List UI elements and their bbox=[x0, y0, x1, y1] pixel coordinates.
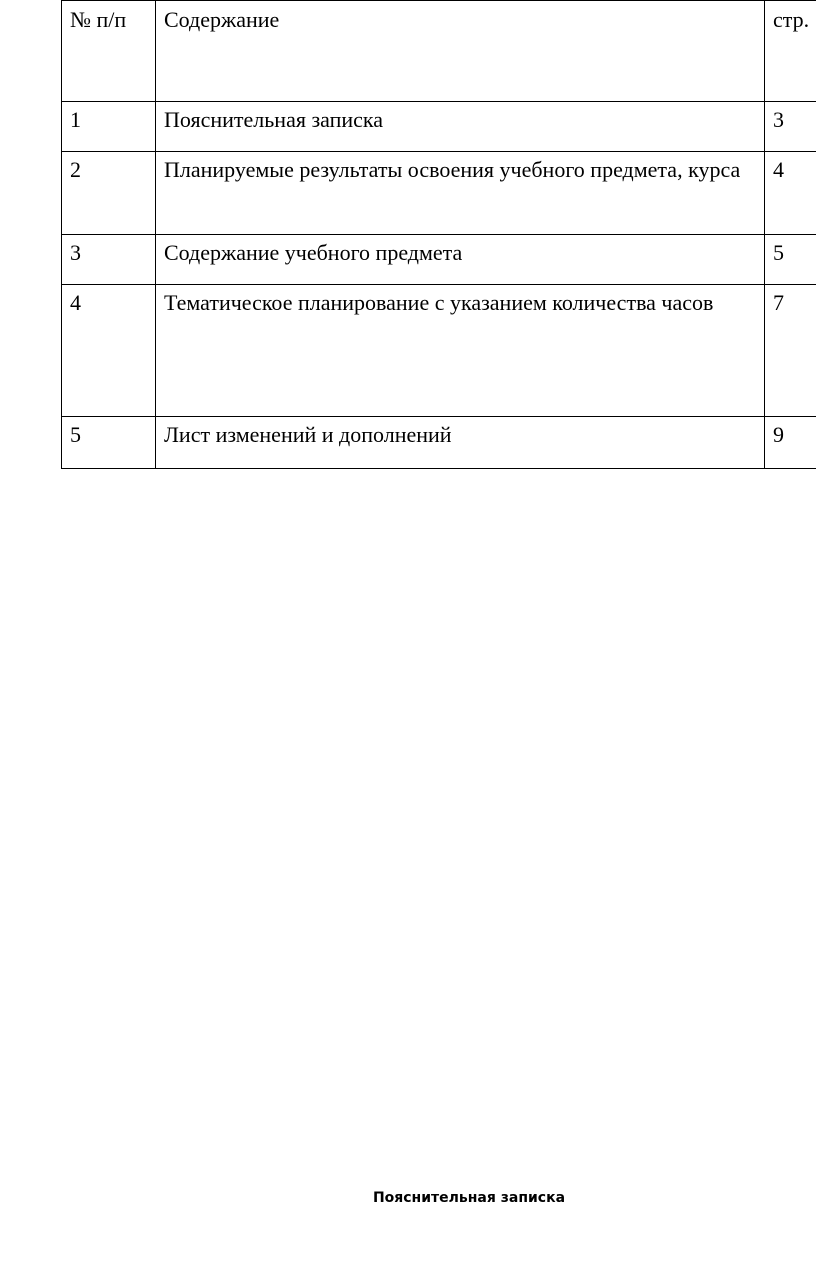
toc-row-number: 5 bbox=[62, 417, 156, 469]
toc-row-page: 3 bbox=[765, 102, 816, 152]
toc-row bbox=[62, 152, 816, 235]
toc-row-number: 4 bbox=[62, 285, 156, 417]
section-heading: Пояснительная записка bbox=[372, 1190, 566, 1206]
toc-row-page: 5 bbox=[765, 235, 816, 285]
toc-row-content: Тематическое планирование с указанием количества часов bbox=[156, 285, 765, 417]
toc-row-content: Лист изменений и дополнений bbox=[156, 417, 765, 469]
toc-row-content: Планируемые результаты освоения учебного предмета, курса bbox=[156, 152, 765, 235]
toc-header-page: стр. bbox=[765, 1, 816, 102]
toc-row-number: 2 bbox=[62, 152, 156, 235]
toc-row-content: Пояснительная записка bbox=[156, 102, 765, 152]
table-of-contents bbox=[61, 0, 816, 469]
toc-header-content: Содержание bbox=[156, 1, 765, 102]
toc-header-row bbox=[62, 1, 816, 102]
toc-row-number: 3 bbox=[62, 235, 156, 285]
toc-row-page: 9 bbox=[765, 417, 816, 469]
toc-row bbox=[62, 235, 816, 285]
toc-row-page: 4 bbox=[765, 152, 816, 235]
toc-row bbox=[62, 285, 816, 417]
toc-row-page: 7 bbox=[765, 285, 816, 417]
toc-row-number: 1 bbox=[62, 102, 156, 152]
toc-row-content: Содержание учебного предмета bbox=[156, 235, 765, 285]
toc-header-number: № п/п bbox=[62, 1, 156, 102]
toc-row bbox=[62, 417, 816, 469]
toc-row bbox=[62, 102, 816, 152]
